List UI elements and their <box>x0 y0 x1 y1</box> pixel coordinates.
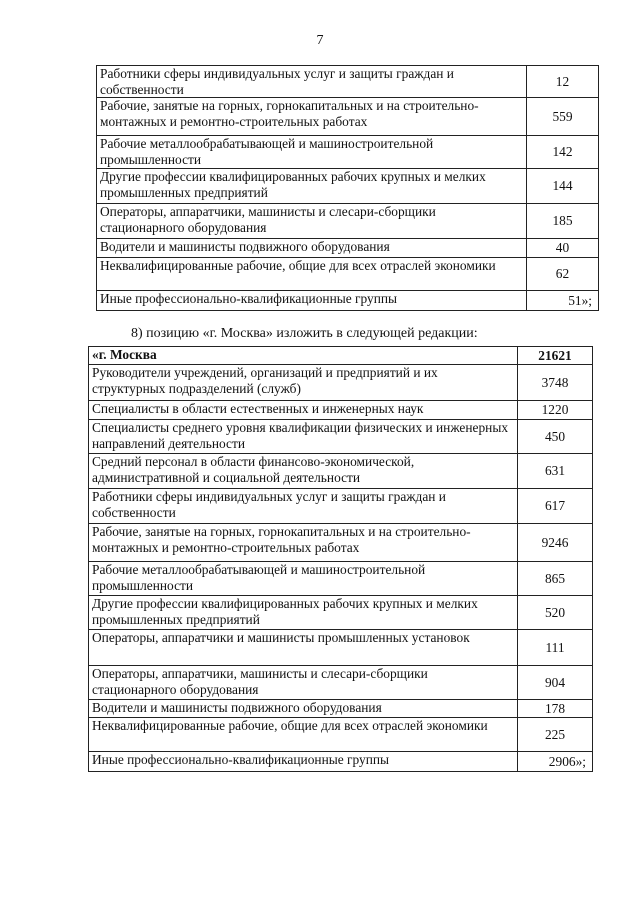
row-value: 617 <box>518 489 593 524</box>
table-row <box>89 666 593 700</box>
table-row <box>97 204 599 239</box>
row-value: 520 <box>518 596 593 630</box>
amendment-paragraph: 8) позицию «г. Москва» изложить в следующей редакции: <box>131 326 478 341</box>
table-moscow <box>88 346 593 772</box>
table-row <box>89 630 593 666</box>
table-row <box>97 258 599 291</box>
row-label: Неквалифицированные рабочие, общие для всех отраслей экономики <box>89 718 518 752</box>
row-value: 559 <box>527 98 599 136</box>
row-value: 144 <box>527 169 599 204</box>
row-value: 51»; <box>527 291 599 311</box>
row-label: Иные профессионально-квалификационные группы <box>97 291 527 311</box>
row-label: Другие профессии квалифицированных рабочих крупных и мелких промышленных предприятий <box>97 169 527 204</box>
row-value: 2906»; <box>518 752 593 772</box>
table-row <box>97 169 599 204</box>
row-value: 12 <box>527 66 599 98</box>
row-label: Операторы, аппаратчики, машинисты и слесари-сборщики стационарного оборудования <box>89 666 518 700</box>
row-label: Рабочие, занятые на горных, горнокапитальных и на строительно-монтажных и ремонтно-строительных работах <box>89 524 518 562</box>
table-row <box>89 401 593 420</box>
table-row <box>97 239 599 258</box>
table-row <box>97 98 599 136</box>
row-value: 450 <box>518 420 593 454</box>
row-label: Работники сферы индивидуальных услуг и защиты граждан и собственности <box>97 66 527 98</box>
row-value: 185 <box>527 204 599 239</box>
row-value: 1220 <box>518 401 593 420</box>
row-label: Специалисты в области естественных и инженерных наук <box>89 401 518 420</box>
table-row <box>89 454 593 489</box>
row-label: Рабочие, занятые на горных, горнокапитальных и на строительно-монтажных и ремонтно-строительных работах <box>97 98 527 136</box>
region-total: 21621 <box>518 347 593 365</box>
table-row <box>89 700 593 718</box>
row-label: Неквалифицированные рабочие, общие для всех отраслей экономики <box>97 258 527 291</box>
row-value: 142 <box>527 136 599 169</box>
table-row <box>89 489 593 524</box>
table-row <box>97 136 599 169</box>
row-label: Специалисты среднего уровня квалификации физических и инженерных направлений деятельности <box>89 420 518 454</box>
row-label: Средний персонал в области финансово-экономической, административной и социальной деятельности <box>89 454 518 489</box>
row-label: Другие профессии квалифицированных рабочих крупных и мелких промышленных предприятий <box>89 596 518 630</box>
row-value: 40 <box>527 239 599 258</box>
row-label: Водители и машинисты подвижного оборудования <box>97 239 527 258</box>
table-header-row <box>89 347 593 365</box>
table-region-continued <box>96 65 599 311</box>
row-label: Рабочие металлообрабатывающей и машиностроительной промышленности <box>89 562 518 596</box>
row-label: Работники сферы индивидуальных услуг и защиты граждан и собственности <box>89 489 518 524</box>
row-value: 631 <box>518 454 593 489</box>
table-row <box>89 596 593 630</box>
table-row <box>89 524 593 562</box>
row-value: 225 <box>518 718 593 752</box>
row-value: 111 <box>518 630 593 666</box>
row-label: Иные профессионально-квалификационные группы <box>89 752 518 772</box>
row-label: Операторы, аппаратчики и машинисты промышленных установок <box>89 630 518 666</box>
row-value: 865 <box>518 562 593 596</box>
region-name: «г. Москва <box>89 347 518 365</box>
row-label: Операторы, аппаратчики, машинисты и слесари-сборщики стационарного оборудования <box>97 204 527 239</box>
page-number: 7 <box>316 33 324 48</box>
row-value: 3748 <box>518 365 593 401</box>
table-row <box>89 365 593 401</box>
row-value: 9246 <box>518 524 593 562</box>
row-label: Рабочие металлообрабатывающей и машиностроительной промышленности <box>97 136 527 169</box>
row-value: 62 <box>527 258 599 291</box>
table-row <box>89 562 593 596</box>
table-row <box>89 420 593 454</box>
row-label: Водители и машинисты подвижного оборудования <box>89 700 518 718</box>
row-label: Руководители учреждений, организаций и предприятий и их структурных подразделений (служб) <box>89 365 518 401</box>
table-row <box>89 718 593 752</box>
table-row <box>97 66 599 98</box>
table-row <box>97 291 599 311</box>
row-value: 178 <box>518 700 593 718</box>
row-value: 904 <box>518 666 593 700</box>
table-row <box>89 752 593 772</box>
